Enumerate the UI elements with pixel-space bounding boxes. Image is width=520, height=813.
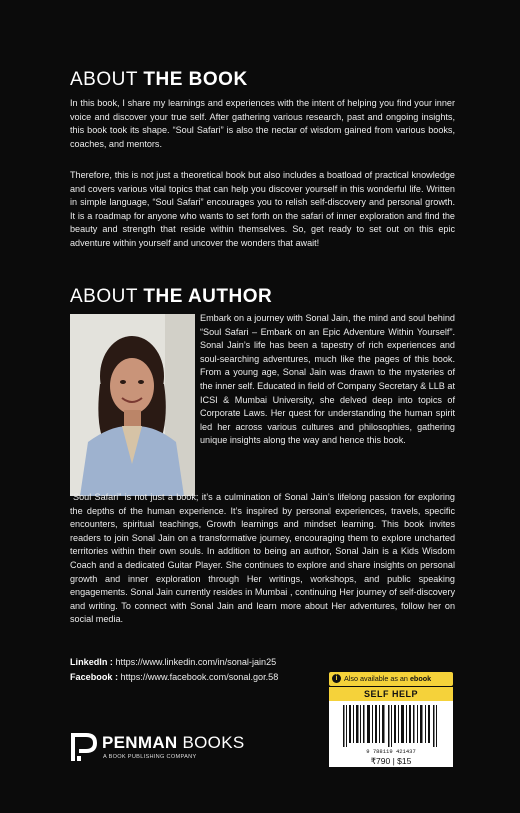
ebook-strip bbox=[329, 672, 453, 686]
barcode-icon bbox=[343, 705, 439, 747]
price-barcode-box bbox=[329, 672, 453, 767]
ebook-text bbox=[344, 674, 431, 683]
heading-light: ABOUT bbox=[70, 286, 138, 307]
author-portrait-illustration bbox=[70, 314, 195, 496]
author-photo bbox=[70, 314, 195, 496]
about-author-heading bbox=[70, 286, 272, 308]
penman-logo-icon bbox=[70, 732, 98, 762]
heading-light: ABOUT bbox=[70, 69, 138, 90]
publisher-name-bold: PENMAN bbox=[102, 733, 178, 752]
book-paragraph-2: Therefore, this is not just a theoretical book but also includes a boatload of practical knowledge and covers various vital topics that can help you discover yourself in this wonderful life. Written in simple language, “Soul Safari” encourages you to relish self-discovery and personal growth. It is a roadmap for anyone who wants to set forth on the safari of inner exploration and find the beauty and strength that reside within themselves. So, get ready to set out on this epic adventure within yourself and uncover the wonders that await! bbox=[70, 170, 455, 248]
book-paragraph-1: In this book, I share my learnings and experiences with the intent of helping you find your inner voice and discover your true self. After gathering various research, past and ongoing insights, this book took its shape. “Soul Safari” is also the nectar of wisdom gained from various books, coaches, and mentors. bbox=[70, 98, 455, 149]
about-book-heading bbox=[70, 69, 248, 91]
linkedin-line bbox=[70, 656, 276, 669]
publisher-tagline: A BOOK PUBLISHING COMPANY bbox=[103, 754, 197, 760]
heading-bold: THE AUTHOR bbox=[143, 286, 273, 307]
author-full-text: “Soul Safari” is not just a book; it’s a culmination of Sonal Jain’s lifelong passion for exploring the depths of the human experience. It’s inspired by personal experiences, travels, specific encounters, spiritual teachings, Growth learnings and mindset learning. This book invites readers to join Sonal Jain on a transformative journey, encouraging them to explore uncharted territories within their own souls. In addition to being an author, Sonal Jain is a Kids Wisdom Coach and a dedicated Guitar Player. She continues to explore and share insights on personal growth and inner exploration through Her writings, workshops, and public speaking engagements. Sonal Jain currently resides in Mumbai , continuing Her journey of self-discovery and writing. To connect with Sonal Jain and learn more about Her adventures, follow her on social media. bbox=[70, 492, 455, 625]
publisher-name bbox=[102, 733, 244, 753]
linkedin-label: LinkedIn : bbox=[70, 657, 113, 667]
isbn-number: 9 788119 421437 bbox=[366, 748, 416, 755]
publisher-name-light: BOOKS bbox=[182, 733, 245, 752]
linkedin-url[interactable]: https://www.linkedin.com/in/sonal-jain25 bbox=[115, 657, 277, 667]
facebook-url[interactable]: https://www.facebook.com/sonal.gor.58 bbox=[120, 672, 279, 682]
price-label: ₹790 | $15 bbox=[370, 756, 412, 766]
info-icon: i bbox=[332, 674, 341, 683]
facebook-label: Facebook : bbox=[70, 672, 119, 682]
category-label: SELF HELP bbox=[329, 687, 453, 701]
author-wrapped-text: Embark on a journey with Sonal Jain, the mind and soul behind “Soul Safari – Embark on an Epic Adventure Within Yourself”. Sonal Jain’s life has been a tapestry of rich experiences and soul-searching adventures, much like the pages of this book. From a young age, Sonal Jain was drawn to the mysteries of the inner self. Educated in field of Company Secretary & LLB at ICSI & Mumbai University, she delved deep into topics of Corporate Laws. Her quest for understanding the human spirit led her across various cultures and philosophies, gathering unique insights along the way and hence this book. bbox=[200, 313, 455, 446]
ebook-text-regular: Also available as an bbox=[344, 674, 408, 683]
facebook-line bbox=[70, 671, 278, 684]
barcode-panel bbox=[329, 687, 453, 767]
heading-bold: THE BOOK bbox=[143, 69, 248, 90]
ebook-text-bold: ebook bbox=[409, 674, 432, 683]
